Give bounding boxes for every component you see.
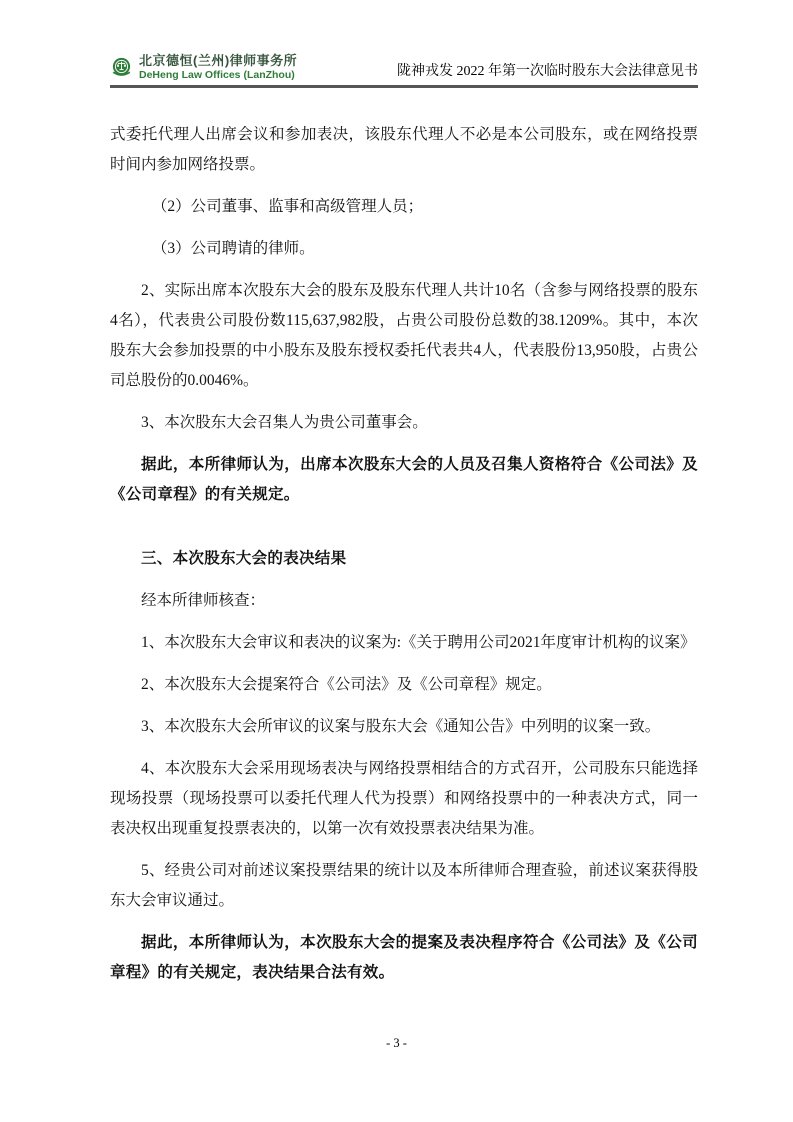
document-title: 陇神戎发 2022 年第一次临时股东大会法律意见书 xyxy=(397,64,698,79)
conclusion-paragraph: 据此，本所律师认为，本次股东大会的提案及表决程序符合《公司法》及《公司章程》的有关规定，表决结果合法有效。 xyxy=(110,934,698,981)
document-body xyxy=(110,120,698,988)
body-paragraph: 式委托代理人出席会议和参加表决，该股东代理人不必是本公司股东，或在网络投票时间内参加网络投票。 xyxy=(110,126,698,173)
body-paragraph: 经本所律师核查： xyxy=(141,592,266,609)
firm-name-cn: 北京德恒(兰州)律师事务所 xyxy=(139,53,298,68)
body-paragraph: 3、本次股东大会所审议的议案与股东大会《通知公告》中列明的议案一致。 xyxy=(141,718,661,735)
firm-name-en: DeHeng Law Offices (LanZhou) xyxy=(139,68,295,81)
body-paragraph: 4、本次股东大会采用现场表决与网络投票相结合的方式召开，公司股东只能选择现场投票（现场投票可以委托代理人代为投票）和网络投票中的一种表决方式，同一表决权出现重复投票表决的，以第一次有效投票表决结果为准。 xyxy=(110,760,698,837)
body-paragraph: 1、本次股东大会审议和表决的议案为:《关于聘用公司2021年度审计机构的议案》 xyxy=(141,634,696,651)
body-paragraph: 2、本次股东大会提案符合《公司法》及《公司章程》规定。 xyxy=(141,676,552,693)
body-paragraph: 5、经贵公司对前述议案投票结果的统计以及本所律师合理查验，前述议案获得股东大会审议通过。 xyxy=(110,862,698,909)
deheng-logo-icon xyxy=(110,56,133,79)
body-paragraph: 3、本次股东大会召集人为贵公司董事会。 xyxy=(141,414,428,431)
body-paragraph: 2、实际出席本次股东大会的股东及股东代理人共计10名（含参与网络投票的股东4名），代表贵公司股份数115,637,982股，占贵公司股份总数的38.1209%。其中，本次股东大会参加投票的中小股东及股东授权委托代表共4人，代表股份13,950股，占贵公司总股份的0.0046%。 xyxy=(110,282,698,389)
page-footer xyxy=(0,1036,793,1051)
section-heading: 三、本次股东大会的表决结果 xyxy=(141,550,347,567)
page-number: - 3 - xyxy=(386,1036,407,1050)
list-item: （2）公司董事、监事和高级管理人员； xyxy=(151,198,424,215)
firm-name-block xyxy=(139,54,297,81)
list-item: （3）公司聘请的律师。 xyxy=(151,240,315,257)
page-header xyxy=(110,54,698,81)
firm-identity xyxy=(110,54,297,81)
conclusion-paragraph: 据此，本所律师认为，出席本次股东大会的人员及召集人资格符合《公司法》及《公司章程》的有关规定。 xyxy=(110,456,698,503)
header-rule xyxy=(110,85,698,88)
